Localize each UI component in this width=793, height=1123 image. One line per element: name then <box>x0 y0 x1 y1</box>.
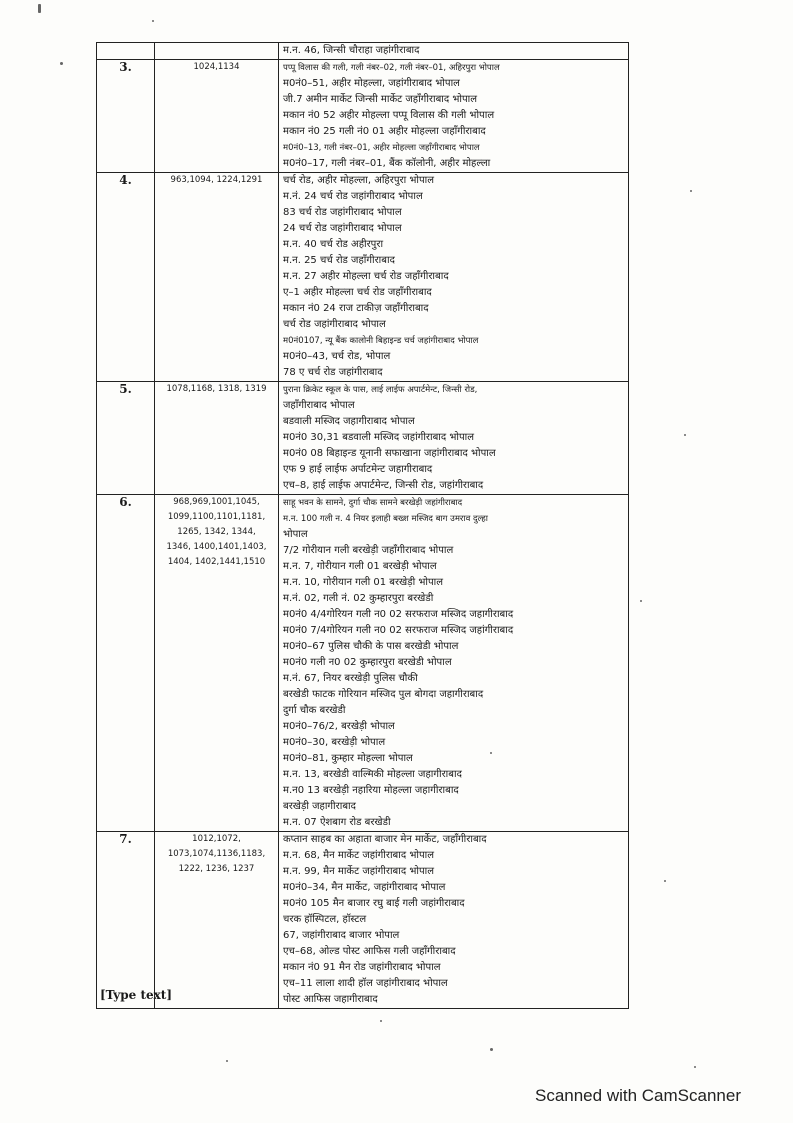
address-line: म0नं0–51, अहीर मोहल्ला, जहांगीराबाद भोपाल <box>283 78 460 89</box>
table-row <box>97 832 629 1009</box>
scan-speck <box>490 752 492 754</box>
record-numbers-cell: 1024,1134 <box>155 60 279 173</box>
address-list <box>279 495 628 831</box>
address-line: म.न. 7, गोरीयान गली 01 बरखेड़ी भोपाल <box>283 561 437 572</box>
address-line: चरक हॉस्पिटल, हॉस्टल <box>283 914 367 925</box>
footer-placeholder-text: [Type text] <box>100 988 173 1002</box>
address-line: म.न. 68, मैन मार्केट जहांगीराबाद भोपाल <box>283 850 435 861</box>
addresses-cell <box>279 173 629 382</box>
record-numbers-cell: 1012,1072, 1073,1074,1136,1183, 1222, 1236, 1237 <box>155 832 279 1009</box>
address-line: म0नं0107, न्यू बैंक कालोनी बिहाइन्ड चर्च जहांगीराबाद भोपाल <box>283 336 479 346</box>
serial-number-cell: 3. <box>97 60 155 173</box>
scan-speck <box>226 1060 228 1062</box>
address-line: म0नं0–17, गली नंबर–01, बैंक कॉलोनी, अहीर मोहल्ला <box>283 158 491 169</box>
address-line: म0नं0 7/4गोरियन गली न0 02 सरफराज मस्जिद जहांगीराबाद <box>283 625 514 636</box>
address-line: म.न. 100 गली न. 4 नियर इलाही बख्श मस्जिद बाग उमराव दुल्हा <box>283 514 488 524</box>
address-line: म0नं0 08 बिहाइन्ड यूनानी सफाखाना जहांगीराबाद भोपाल <box>283 448 496 459</box>
address-line: दुर्गा चौक बरखेडी <box>283 705 346 716</box>
address-line: 78 ए चर्च रोड जहांगीराबाद <box>283 367 383 378</box>
table-row <box>97 60 629 173</box>
address-line: म.न. 07 ऐशबाग रोड बरखेडी <box>283 817 391 828</box>
address-list <box>279 832 628 1008</box>
addresses-cell <box>279 382 629 495</box>
address-list <box>279 173 628 381</box>
record-numbers-cell: 1078,1168, 1318, 1319 <box>155 382 279 495</box>
address-line: ए–1 अहीर मोहल्ला चर्च रोड जहाँगीराबाद <box>283 287 432 298</box>
table-row <box>97 173 629 382</box>
addresses-cell <box>279 43 629 60</box>
address-line: म0नं0–76/2, बरखेड़ी भोपाल <box>283 721 395 732</box>
address-line: मकान नं0 25 गली नं0 01 अहीर मोहल्ला जहाँगीराबाद <box>283 126 486 137</box>
address-line: मकान नं0 52 अहीर मोहल्ला पप्पू विलास की गली भोपाल <box>283 110 495 121</box>
address-line: म.नं. 02, गली नं. 02 कुम्हारपुरा बरखेडी <box>283 593 434 604</box>
address-line: भोपाल <box>283 529 308 540</box>
address-line: एच–68, ओल्ड पोस्ट आफिस गली जहाँगीराबाद <box>283 946 456 957</box>
address-line: म.न. 13, बरखेडी वाल्मिकी मोहल्ला जहागीराबाद <box>283 769 462 780</box>
scan-speck <box>38 4 41 13</box>
scan-speck <box>490 1048 493 1051</box>
addresses-cell <box>279 60 629 173</box>
address-line: एच–8, हाई लाईफ अपार्टमेन्ट, जिन्सी रोड, जहांगीराबाद <box>283 480 484 491</box>
address-line: बरखेडी फाटक गोरियान मस्जिद पुल बोगदा जहागीराबाद <box>283 689 484 700</box>
record-numbers-cell: 968,969,1001,1045, 1099,1100,1101,1181, 1265, 1342, 1344, 1346, 1400,1401,1403, 1404, 1402,1441,1510 <box>155 495 279 832</box>
address-list <box>279 43 628 59</box>
scan-speck <box>664 880 666 882</box>
address-line: म0नं0–34, मैन मार्केट, जहांगीराबाद भोपाल <box>283 882 446 893</box>
address-line: म0नं0 30,31 बडवाली मस्जिद जहांगीराबाद भोपाल <box>283 432 475 443</box>
address-line: म.न. 27 अहीर मोहल्ला चर्च रोड जहाँगीराबाद <box>283 271 449 282</box>
address-line: म.नं. 67, नियर बरखेड़ी पुलिस चौकी <box>283 673 418 684</box>
serial-number-cell: 6. <box>97 495 155 832</box>
address-line: 7/2 गोरीयान गली बरखेड़ी जहाँगीराबाद भोपाल <box>283 545 454 556</box>
address-line: म0नं0–81, कुम्हार मोहल्ला भोपाल <box>283 753 413 764</box>
address-line: बरखेड़ी जहागीराबाद <box>283 801 356 812</box>
camscanner-watermark: Scanned with CamScanner <box>534 1086 741 1105</box>
scan-speck <box>152 20 154 22</box>
address-table <box>96 42 629 1009</box>
address-line: म.नं. 24 चर्च रोड जहांगीराबाद भोपाल <box>283 191 423 202</box>
address-line: पप्पू विलास की गली, गली नंबर–02, गली नंबर–01, अहिरपुरा भोपाल <box>283 63 500 73</box>
address-line: जहाँगीराबाद भोपाल <box>283 400 355 411</box>
scan-speck <box>684 434 686 436</box>
table-body <box>97 43 629 1009</box>
address-line: म.न. 99, मैन मार्केट जहांगीराबाद भोपाल <box>283 866 435 877</box>
record-numbers-cell <box>155 43 279 60</box>
address-line: म.न. 40 चर्च रोड अहीरपुरा <box>283 239 384 250</box>
addresses-cell <box>279 832 629 1009</box>
address-line: म.न. 46, जिन्सी चौराहा जहांगीराबाद <box>283 45 420 56</box>
address-line: म0नं0–67 पुलिस चौकी के पास बरखेडी भोपाल <box>283 641 459 652</box>
address-line: बडवाली मस्जिद जहागीराबाद भोपाल <box>283 416 415 427</box>
address-line: म0नं0–30, बरखेड़ी भोपाल <box>283 737 386 748</box>
address-line: म0नं0–13, गली नंबर–01, अहीर मोहल्ला जहाँगीराबाद भोपाल <box>283 143 480 153</box>
serial-number-cell: 4. <box>97 173 155 382</box>
address-line: 83 चर्च रोड जहांगीराबाद भोपाल <box>283 207 402 218</box>
address-line: म.न. 10, गोरीयान गली 01 बरखेड़ी भोपाल <box>283 577 444 588</box>
address-list <box>279 382 628 494</box>
address-line: मकान नं0 24 राज टाकीज़ जहाँगीराबाद <box>283 303 429 314</box>
scan-speck <box>690 190 692 192</box>
table-row <box>97 43 629 60</box>
address-line: मकान नं0 91 मैन रोड जहांगीराबाद भोपाल <box>283 962 441 973</box>
scan-speck <box>640 600 642 602</box>
address-line: एच–11 लाला शादी हॉल जहांगीराबाद भोपाल <box>283 978 448 989</box>
address-line: चर्च रोड, अहीर मोहल्ला, अहिरपुरा भोपाल <box>283 175 435 186</box>
table-row <box>97 495 629 832</box>
record-numbers-cell: 963,1094, 1224,1291 <box>155 173 279 382</box>
address-list <box>279 60 628 172</box>
address-line: पोस्ट आफिस जहागीराबाद <box>283 994 378 1005</box>
address-line: कप्तान साहब का अहाता बाजार मेन मार्केट, जहाँगीराबाद <box>283 834 487 845</box>
address-line: म0नं0–43, चर्च रोड, भोपाल <box>283 351 391 362</box>
address-line: 67, जहांगीराबाद बाजार भोपाल <box>283 930 400 941</box>
addresses-cell <box>279 495 629 832</box>
address-line: पुराना क्रिकेट स्कूल के पास, लाई लाईफ अपार्टमेन्ट, जिन्सी रोड, <box>283 385 478 395</box>
scan-speck <box>60 62 63 65</box>
serial-number-cell: 7. <box>97 832 155 1009</box>
address-line: साहू भवन के सामने, दुर्गा चौक सामने बरखेड़ी जहांगीराबाद <box>283 498 463 508</box>
address-line: म0नं0 गली न0 02 कुम्हारपुरा बरखेडी भोपाल <box>283 657 452 668</box>
serial-number-cell <box>97 43 155 60</box>
address-line: म.न. 25 चर्च रोड जहाँगीराबाद <box>283 255 395 266</box>
scan-speck <box>380 1020 382 1022</box>
address-line: 24 चर्च रोड जहांगीराबाद भोपाल <box>283 223 402 234</box>
address-line: म.न0 13 बरखेड़ी नहारिया मोहल्ला जहागीराबाद <box>283 785 459 796</box>
address-line: जी.7 अमीन मार्केट जिन्सी मार्केट जहाँगीराबाद भोपाल <box>283 94 478 105</box>
serial-number-cell: 5. <box>97 382 155 495</box>
address-line: म0नं0 4/4गोरियन गली न0 02 सरफराज मस्जिद जहागीराबाद <box>283 609 514 620</box>
address-line: एफ 9 हाई लाईफ अर्पाटमेन्ट जहागीराबाद <box>283 464 433 475</box>
address-line: म0नं0 105 मैन बाजार रघु बाई गली जहांगीराबाद <box>283 898 465 909</box>
address-line: चर्च रोड जहांगीराबाद भोपाल <box>283 319 386 330</box>
table-row <box>97 382 629 495</box>
scan-speck <box>694 1066 696 1068</box>
